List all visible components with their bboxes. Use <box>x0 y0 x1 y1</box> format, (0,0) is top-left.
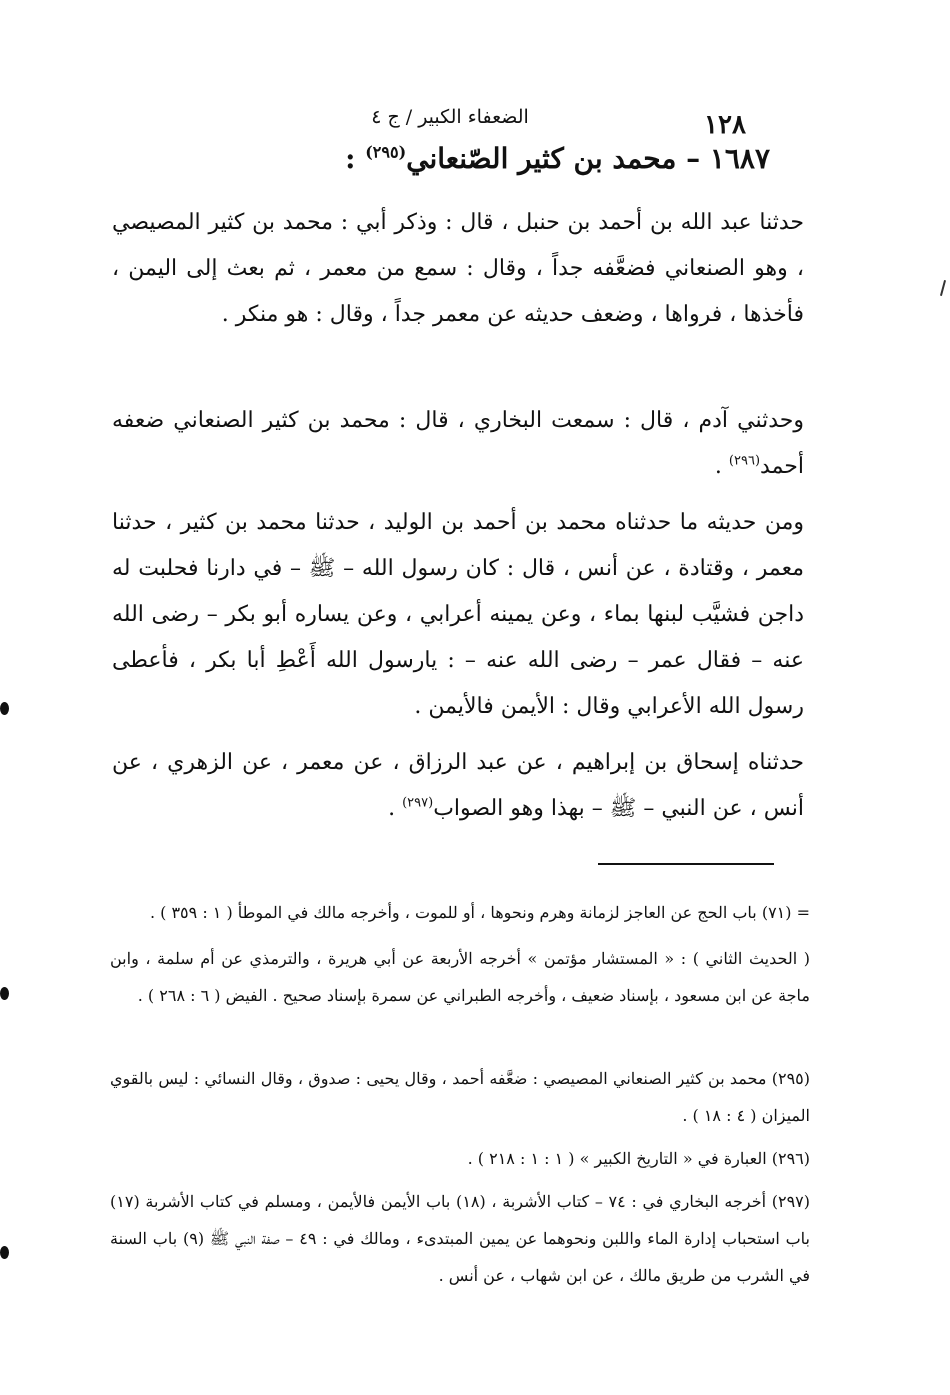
entry-heading <box>330 142 770 175</box>
body-paragraph-3: ومن حديثه ما حدثناه محمد بن أحمد بن الوليد ، حدثنا محمد بن كثير ، حدثنا معمر ، وقتادة ، عن أنس ، قال : كان رسول الله – ﷺ – في دارنا فحلبت له داجن فشيَّب لبنها بماء ، وعن يمينه أعرابي ، وعن يساره أبو بكر – رضى الله عنه – فقال عمر – رضى الله عنه – : يارسول الله أَعْطِ أبا بكر ، فأعطى رسول الله الأعرابي وقال : الأيمن فالأيمن . <box>112 510 804 719</box>
body-paragraph-2-end: . <box>714 454 729 479</box>
scan-margin-tick <box>940 280 946 296</box>
body-paragraph-4-end: . <box>388 796 403 821</box>
running-header: الضعفاء الكبير / ج ٤ <box>371 106 529 128</box>
scan-margin-mark <box>0 987 9 1000</box>
page-number: ١٢٨ <box>704 110 746 140</box>
body-paragraph-4 <box>112 740 804 832</box>
body-paragraph-2 <box>112 398 804 490</box>
body-paragraph-1: حدثنا عبد الله بن أحمد بن حنبل ، قال : وذكر أبي : محمد بن كثير المصيصي ، وهو الصنعاني فضعَّفه جداً ، وقال : سمع من معمر ، ثم بعث إلى اليمن ، فأخذها ، فرواها ، وضعف حديثه عن معمر جداً ، وقال : هو منكر . <box>112 210 804 327</box>
footnote-separator <box>598 863 774 865</box>
body-paragraph-2-text: وحدثني آدم ، قال : سمعت البخاري ، قال : محمد بن كثير الصنعاني ضعفه أحمد <box>112 408 804 479</box>
footnote-ref-296[interactable]: (٢٩٦) <box>728 453 761 469</box>
entry-heading-text: ١٦٨٧ – محمد بن كثير الصّنعاني <box>406 142 770 175</box>
entry-heading-tail: : <box>345 142 366 175</box>
footnote-ref-297[interactable]: (٢٩٧) <box>402 795 434 811</box>
footnote-295: (٢٩٥) محمد بن كثير الصنعاني المصيصي : ضعَّفه أحمد ، وقال يحيى : صدوق ، وقال النسائي : ليس بالقوي الميزان ( ٤ : ١٨ ) . <box>110 1069 810 1125</box>
footnote-71-continued: = (٧١) باب الحج عن العاجز لزمانة وهرم ونحوها ، أو للموت ، وأخرجه مالك في الموطأ ( ١ : ٣٥٩ ) . <box>149 903 810 922</box>
footnote-296: (٢٩٦) العبارة في « التاريخ الكبير » ( ١ : ١ : ٢١٨ ) . <box>467 1149 810 1168</box>
footnote-second-hadith: ( الحديث الثاني ) : « المستشار مؤتمن » أخرجه الأربعة عن أبي هريرة ، والترمذي عن أم سلمة ، وابن ماجة عن ابن مسعود ، بإسناد ضعيف ، وأخرجه الطبراني عن سمرة بإسناد صحيح . الفيض ( ٦ : ٢٦٨ ) . <box>110 949 810 1005</box>
footnote-297: (٢٩٧) أخرجه البخاري في : ٧٤ – كتاب الأشربة ، (١٨) باب الأيمن فالأيمن ، ومسلم في كتاب الأشربة (١٧) باب استحباب إدارة الماء واللبن ونحوهما عن يمين المبتدىء ، ومالك في : ٤٩ – صفة النبي ﷺ (٩) باب السنة في الشرب من طريق مالك ، عن ابن شهاب ، عن أنس . <box>110 1192 811 1285</box>
footnote-ref-295[interactable]: (٢٩٥) <box>365 142 407 162</box>
scan-margin-mark <box>0 702 9 715</box>
body-paragraph-4-text: حدثناه إسحاق بن إبراهيم ، عن عبد الرزاق ، عن معمر ، عن الزهري ، عن أنس ، عن النبي – ﷺ – بهذا وهو الصواب <box>112 750 804 821</box>
scan-margin-mark <box>0 1246 9 1259</box>
